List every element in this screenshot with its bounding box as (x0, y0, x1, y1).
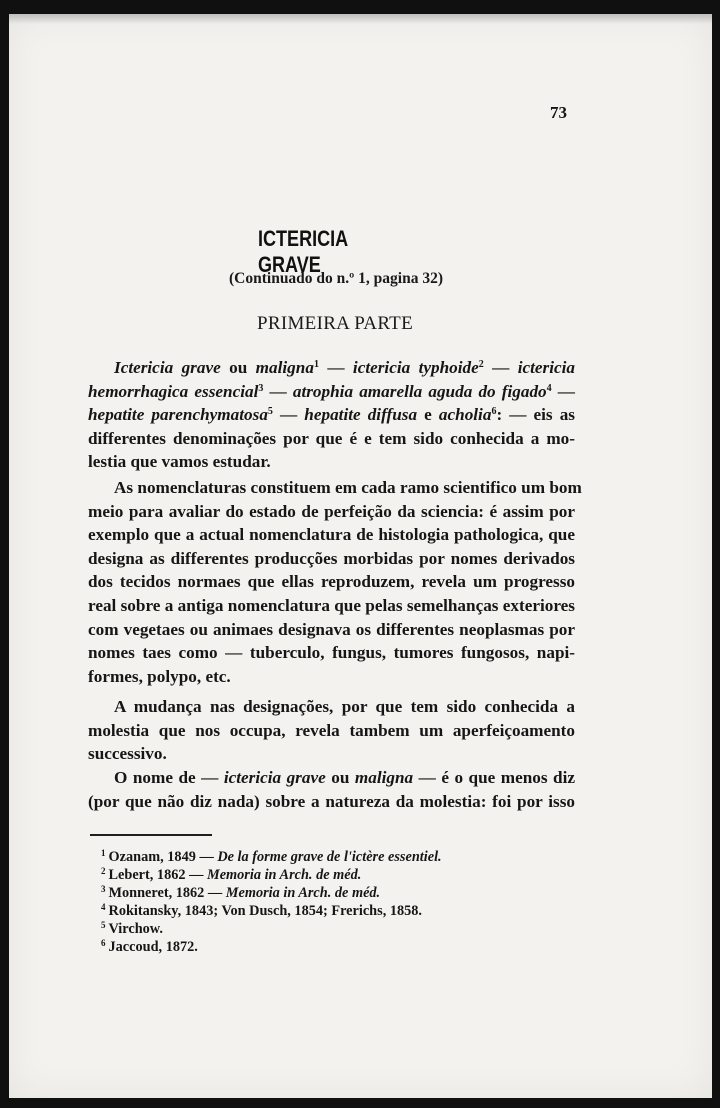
paragraph-line: com vegetaes ou animaes designava os differentes neoplasmas por (88, 619, 575, 639)
paragraph-line: molestia que nos occupa, revela tambem um aperfeiçoamento (88, 720, 575, 740)
paragraph-4 (88, 766, 575, 813)
part-heading: PRIMEIRA PARTE (257, 313, 413, 334)
footnotes (101, 848, 442, 956)
paragraph-line: exemplo que a actual nomenclatura de histologia pathologica, que (88, 525, 575, 545)
continuation-note: (Continuado do n.º 1, pagina 32) (229, 270, 443, 287)
paragraph-1 (88, 356, 575, 474)
paragraph-2 (88, 476, 582, 688)
footnote-divider (90, 834, 212, 836)
book-page (9, 14, 712, 1098)
footnote: $^1$ Ozanam, 1849 — De la forme grave de l'ictère essentiel. (101, 848, 442, 865)
article-title: ICTERICIA GRAVE (258, 226, 348, 277)
footnote: $^4$ Rokitansky, 1843; Von Dusch, 1854; Frerichs, 1858. (101, 902, 423, 919)
paragraph-line: (por que não diz nada) sobre a natureza da molestia: foi por isso (88, 791, 575, 811)
paragraph-line: lestia que vamos estudar. (88, 452, 271, 472)
paragraph-line: hepatite parenchymatosa$^5$ — hepatite diffusa e acholia$^6$: — eis as (88, 405, 575, 425)
paragraph-line: A mudança nas designações, por que tem sido conhecida a (114, 697, 575, 716)
paragraph-line: differentes denominações por que é e tem sido conhecida a mo- (88, 428, 575, 448)
footnote: $^2$ Lebert, 1862 — Memoria in Arch. de méd. (101, 866, 362, 883)
footnote: $^5$ Virchow. (101, 920, 163, 937)
paragraph-line: real sobre a antiga nomenclatura que pelas semelhanças exteriores (88, 595, 575, 615)
paragraph-line: Ictericia grave ou maligna$^1$ — ictericia typhoide$^2$ — ictericia (114, 358, 576, 377)
paragraph-line: dos tecidos normaes que ellas reproduzem, revela um progresso (88, 572, 575, 592)
paragraph-3 (88, 695, 575, 766)
paragraph-line: hemorrhagica essencial$^3$ — atrophia amarella aguda do figado$^4$ — (88, 381, 575, 401)
footnote: $^6$ Jaccoud, 1872. (101, 938, 198, 955)
paragraph-line: designa as differentes producções morbidas por nomes derivados (88, 548, 575, 568)
footnote: $^3$ Monneret, 1862 — Memoria in Arch. de méd. (101, 884, 381, 901)
page-number: 73 (550, 103, 567, 122)
paragraph-line: successivo. (88, 744, 167, 764)
paragraph-line: meio para avaliar do estado de perfeição da sciencia: é assim por (88, 501, 575, 521)
paragraph-line: O nome de — ictericia grave ou maligna — é o que menos diz (114, 768, 576, 787)
paragraph-line: nomes taes como — tuberculo, fungus, tumores fungosos, napi- (88, 643, 575, 663)
paragraph-line: As nomenclaturas constituem em cada ramo scientifico um bom (114, 478, 582, 497)
paragraph-line: formes, polypo, etc. (88, 666, 231, 686)
